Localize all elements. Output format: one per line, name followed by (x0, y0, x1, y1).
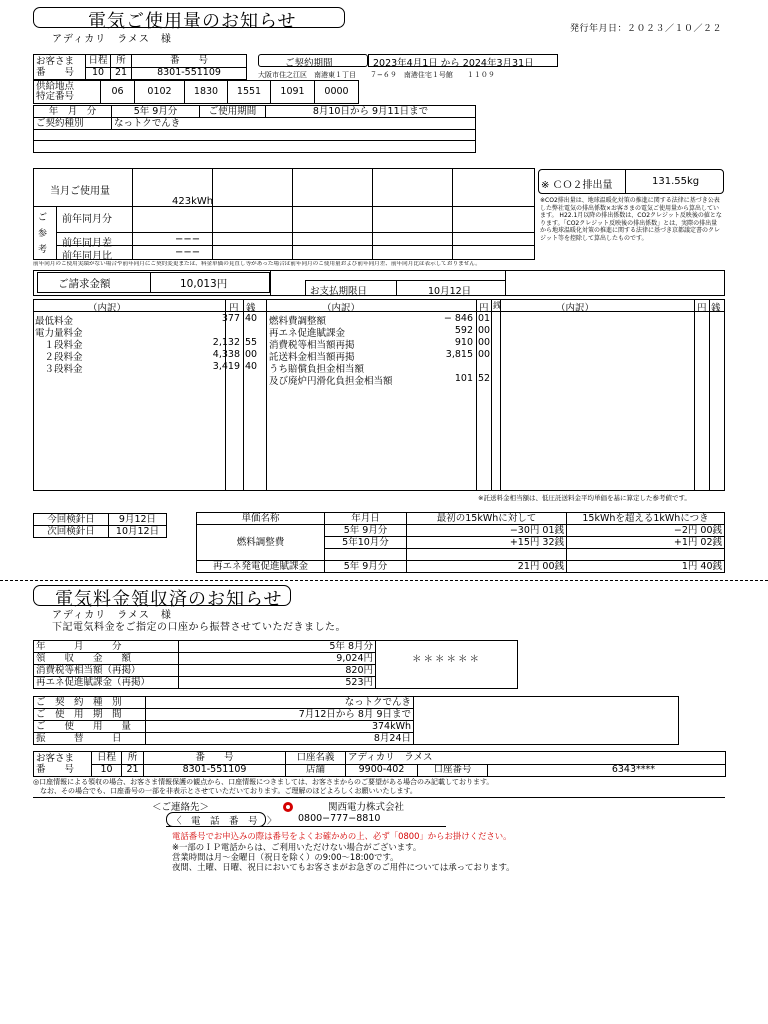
breakdown-item-sen: 55 (245, 337, 258, 348)
account-number-label: お客さま 番 号 (34, 55, 86, 80)
receipt-month: 5年 8月分 (179, 641, 376, 653)
renew-first: 21円 00銭 (407, 561, 567, 573)
supply-point-table (33, 80, 359, 104)
receipt-period: 7月12日から 8月 9日まで (146, 709, 414, 721)
breakdown-item-yen: 2,132 (212, 337, 240, 348)
bank-code: 9900-402 (346, 764, 418, 777)
receipt-message: 下記電気料金をご指定の口座から振替させていただきました。 (52, 622, 346, 633)
issue-date: 発行年月日：２０２３／１０／２２ (570, 24, 723, 34)
breakdown-header-2: （内訳） (322, 303, 361, 314)
yen-header-3: 円 (697, 303, 707, 314)
bank-label: 店舗 (286, 764, 346, 777)
receipt-contract: なっトクでんき (146, 697, 414, 709)
breakdown-item-yen: 910 (454, 337, 473, 348)
receipt-title: 電気料金領収済のお知らせ (55, 589, 283, 610)
period-value: 8月10日から 9月11日まで (266, 106, 476, 118)
next-meter-label: 次回検針日 (34, 526, 109, 538)
breakdown-header-3: （内訳） (556, 303, 595, 314)
contract-type-value: なっトクでんき (112, 118, 476, 130)
breakdown-item-sen: 40 (245, 313, 258, 324)
breakdown-item-label: 消費税等相当額再掲 (269, 340, 355, 351)
breakdown-item-label: 最低料金 (35, 316, 74, 327)
contact-note-1: ※一部のＩＰ電話からは、ご利用いただけない場合がございます。 (172, 842, 422, 852)
account-number-masked: 6343**** (488, 764, 726, 777)
phone-number[interactable]: 0800−777−8810 (298, 813, 381, 824)
receipt-note-1: ◎口座情報による領収の場合、お客さま情報保護の観点から、口座情報につきましては、お客さまからのご要望がある場合のみ記載しております。 (33, 778, 494, 786)
breakdown-item-label: 及び廃炉円滑化負担金相当額 (269, 376, 393, 387)
breakdown-item-label: 燃料費調整額 (269, 316, 327, 327)
next-meter-date: 10月12日 (109, 526, 167, 538)
supply-point-4: 1551 (228, 81, 271, 104)
month-label: 年 月 分 (34, 106, 112, 118)
receipt-customer-name: アディカリ ラメス 様 (52, 610, 172, 621)
supply-point-label: 供給地点 特定番号 (34, 81, 101, 104)
this-meter-label: 今回検針日 (34, 514, 109, 526)
address: 大阪市住之江区 南港東１丁目 ７−６９ 南港住宅１号館 １１０９ (258, 71, 495, 79)
breakdown-item-label: ２段料金 (35, 352, 83, 363)
due-date-label: お支払期限日 (310, 286, 368, 297)
usage-note: 前年同月のご使用実績がない場合や前年同月にご契約変更または、料金単価の見直し等があった場合は前年同月のご使用量および前年同月差、前年同月比は表示しておりません。 (33, 261, 481, 267)
unit-over-header: 15kWhを超える1kWhにつき (567, 513, 725, 525)
breakdown-item-label: 再エネ促進賦課金 (269, 328, 346, 339)
receipt-amount-label: 領 収 金 額 (34, 653, 179, 665)
contract-type-label: ご契約種別 (34, 118, 112, 130)
due-date-value: 10月12日 (428, 286, 472, 297)
breakdown-item-yen: 101 (454, 373, 473, 384)
breakdown-header-1: （内訳） (88, 303, 127, 314)
unit-date-header: 年月日 (325, 513, 407, 525)
receipt-note-2: なお、その場合でも、口座番号の一部を非表示とさせていただいております。ご理解のほどよろしくお願いいたします。 (33, 787, 417, 795)
fuel-date-1: 5年 9月分 (325, 525, 407, 537)
fuel-over-1: −2円 00銭 (567, 525, 725, 537)
breakdown-item-yen: 3,815 (445, 349, 473, 360)
office-label: 所 (111, 55, 132, 68)
breakdown-item-sen: 00 (478, 325, 491, 336)
receipt-contract-label: ご 契 約 種 別 (34, 697, 146, 709)
sen-header-3: 銭 (711, 303, 721, 314)
breakdown-item-yen: 4,338 (212, 349, 240, 360)
contact-label: ＜ご連絡先＞ (152, 802, 210, 813)
receipt-schedule-label: 日程 (92, 752, 122, 765)
office-value: 21 (111, 67, 132, 80)
sen-header-2: 銭 (493, 301, 501, 310)
co2-value: 131.55kg (652, 176, 700, 187)
breakdown-item-label: うち賠償負担金相当額 (269, 364, 365, 375)
prev-year-ratio-value: −−− (175, 247, 201, 258)
billing-amount-label: ご請求金額 (58, 278, 111, 290)
contact-note-2: 営業時間は月〜金曜日（祝日を除く）の9:00〜18:00です。 (172, 852, 399, 862)
receipt-number: 8301-551109 (144, 764, 286, 777)
breakdown-item-yen: 592 (454, 325, 473, 336)
phone-red-note: 電話番号でお申込みの際は番号をよくお確かめの上、必ず「0800」からお掛けください。 (172, 831, 512, 841)
month-value: 5年 9月分 (112, 106, 200, 118)
account-number-label-2: 口座番号 (418, 764, 488, 777)
breakdown-item-yen: 377 (221, 313, 240, 324)
contact-note-3: 夜間、土曜、日曜、祝日においてもお客さまがお急ぎのご用件については承っております。 (172, 862, 515, 872)
supply-point-6: 0000 (315, 81, 359, 104)
breakdown-item-yen: − 846 (443, 313, 473, 324)
receipt-transfer: 8月24日 (146, 733, 414, 745)
breakdown-item-label: 電力量料金 (35, 328, 83, 339)
period-label: ご使用期間 (200, 106, 266, 118)
receipt-month-label: 年 月 分 (34, 641, 179, 653)
receipt-tax-label: 消費税等相当額（再掲） (34, 665, 179, 677)
contract-period: 2023年4月1日 から 2024年3月31日 (373, 58, 534, 69)
fuel-first-2: +15円 32銭 (407, 537, 567, 549)
company-name: 関西電力株式会社 (328, 802, 405, 813)
receipt-table (33, 640, 518, 689)
receipt-schedule: 10 (92, 764, 122, 777)
phone-label: 〈 電 話 番 号 〉 (172, 816, 277, 827)
renew-over: 1円 40銭 (567, 561, 725, 573)
breakdown-item-sen: 00 (245, 349, 258, 360)
supply-point-5: 1091 (271, 81, 315, 104)
page-title: 電気ご使用量のお知らせ (88, 11, 297, 32)
co2-label: ※ ＣＯ２排出量 (541, 180, 613, 191)
supply-point-1: 06 (101, 81, 135, 104)
receipt-usage: 374kWh (146, 721, 414, 733)
fuel-adjust-label: 燃料調整費 (197, 525, 325, 561)
yen-header-2: 円 (479, 303, 489, 314)
unit-first-header: 最初の15kWhに対して (407, 513, 567, 525)
supply-point-3: 1830 (185, 81, 228, 104)
divider (0, 580, 768, 581)
billing-amount-value: 10,013円 (180, 278, 228, 290)
receipt-stars: ＊＊＊＊＊＊ (376, 641, 518, 689)
account-number-value: 8301-551109 (132, 67, 247, 80)
breakdown-item-sen: 00 (478, 349, 491, 360)
breakdown-item-label: １段料金 (35, 340, 83, 351)
receipt-table-2 (33, 696, 679, 745)
receipt-amount: 9,024円 (179, 653, 376, 665)
reference-label: ご参考 (38, 213, 48, 255)
receipt-usage-label: ご 使 用 量 (34, 721, 146, 733)
account-holder: アディカリ ラメス (346, 752, 726, 765)
breakdown-box (33, 299, 725, 491)
kepco-logo-icon (282, 801, 294, 813)
schedule-value: 10 (86, 67, 111, 80)
prev-year-diff-value: −−− (175, 234, 201, 245)
prev-year-ratio-label: 前年同月比 (62, 251, 112, 262)
supply-point-2: 0102 (135, 81, 185, 104)
meter-table (33, 513, 167, 538)
period-table (33, 105, 476, 153)
breakdown-item-label: ３段料金 (35, 364, 83, 375)
co2-note: ※CO2排出量は、地球温暖化対策の推進に関する法律に基づき公表した弊社電気の排出係数×お客さまの電気ご使用量から算出しています。 H22.1月以降の排出係数は、CO2クレジット反映後の値となります。「CO2クレジット反映後の排出係数」とは、実際の排出量から地球温暖化対策の推進に関する法律に基づき京都議定書のクレジット等を控除して算出したものです。 (540, 197, 722, 242)
breakdown-item-sen: 00 (478, 337, 491, 348)
receipt-renew-label: 再エネ促進賦課金（再掲） (34, 677, 179, 689)
breakdown-item-sen: 52 (478, 373, 491, 384)
account-holder-label: 口座名義 (286, 752, 346, 765)
customer-name: アディカリ ラメス 様 (52, 34, 172, 45)
contract-period-label: ご契約期間 (285, 58, 333, 69)
fuel-first-1: −30円 01銭 (407, 525, 567, 537)
unit-name-header: 単価名称 (197, 513, 325, 525)
breakdown-item-sen: 01 (478, 313, 491, 324)
breakdown-item-sen: 40 (245, 361, 258, 372)
fuel-date-2: 5年10月分 (325, 537, 407, 549)
receipt-renew: 523円 (179, 677, 376, 689)
prev-year-diff-label: 前年同月差 (62, 238, 112, 249)
this-meter-date: 9月12日 (109, 514, 167, 526)
sen-header-1: 銭 (246, 303, 256, 314)
receipt-office-label: 所 (122, 752, 144, 765)
yen-header-1: 円 (229, 303, 239, 314)
fuel-over-2: +1円 02銭 (567, 537, 725, 549)
receipt-period-label: ご 使 用 期 間 (34, 709, 146, 721)
renew-date: 5年 9月分 (325, 561, 407, 573)
receipt-number-label: 番 号 (144, 752, 286, 765)
schedule-label: 日程 (86, 55, 111, 68)
current-usage-value: 423kWh (172, 196, 214, 207)
receipt-account-table (33, 751, 726, 777)
unit-price-table (196, 512, 725, 573)
renew-label: 再エネ発電促進賦課金 (197, 561, 325, 573)
receipt-transfer-label: 振 替 日 (34, 733, 146, 745)
current-usage-label: 当月ご使用量 (50, 186, 110, 197)
number-label: 番 号 (132, 55, 247, 68)
receipt-acct-label: お客さま 番 号 (34, 752, 92, 777)
receipt-tax: 820円 (179, 665, 376, 677)
breakdown-item-label: 託送料金相当額再掲 (269, 352, 355, 363)
prev-year-label: 前年同月分 (62, 214, 112, 225)
receipt-office: 21 (122, 764, 144, 777)
account-table (33, 54, 247, 80)
breakdown-footnote: ※託送料金相当額は、低圧託送料金平均単価を基に算定した参考値です。 (478, 494, 691, 502)
breakdown-item-yen: 3,419 (212, 361, 240, 372)
